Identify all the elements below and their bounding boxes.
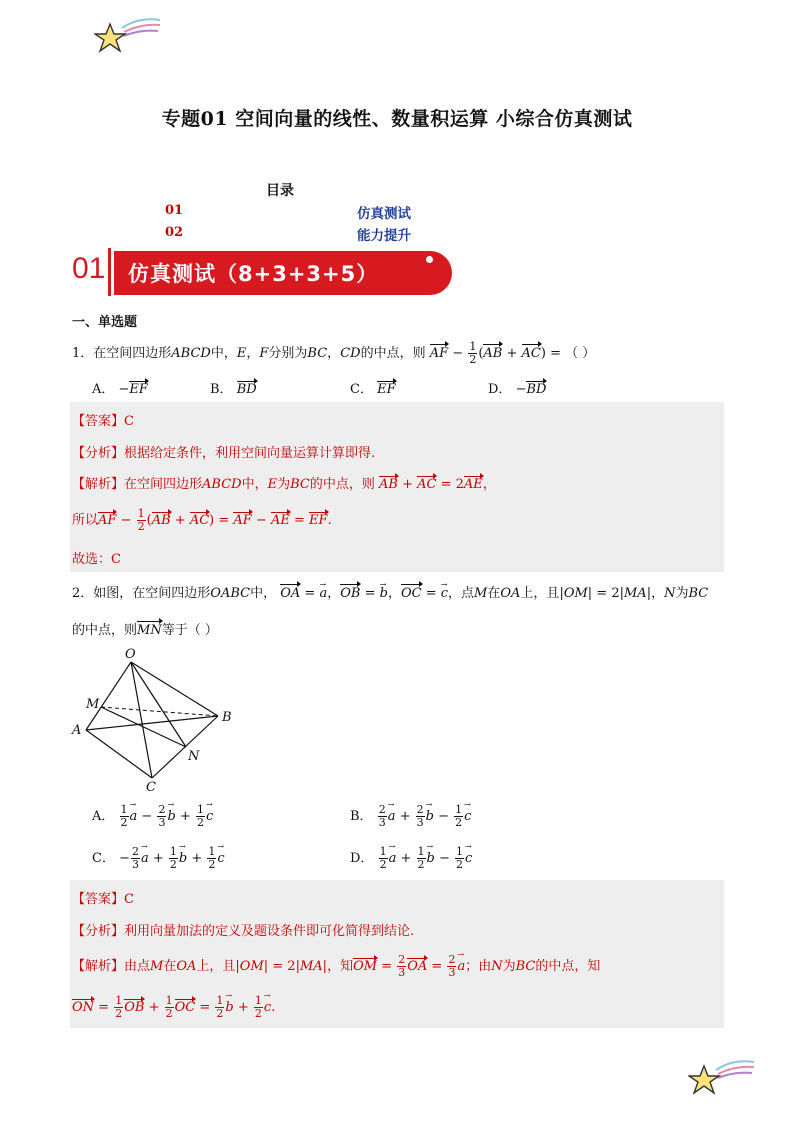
answer-1: 【答案】C — [72, 414, 134, 429]
banner-number: 01 — [72, 252, 106, 285]
question-2-option-d[interactable]: D． $\frac{1}{2}$ → a + $\frac{1}{2}$ → b − $\frac{1}{2}$ → c — [350, 846, 472, 871]
question-2-stem-line-2: 的中点，则MN等于（ ） — [72, 623, 218, 638]
figure-label-m: M — [86, 697, 100, 712]
question-1-option-c[interactable]: C． EF — [350, 382, 396, 397]
figure-label-a: A — [72, 723, 82, 738]
question-1-option-a[interactable]: A． −EF — [92, 382, 148, 397]
banner-title: 仿真测试（8+3+3+5） — [128, 262, 379, 286]
toc-item-label[interactable]: 能力提升 — [357, 228, 411, 244]
answer-2: 【答案】C — [72, 892, 134, 907]
question-2-option-b[interactable]: B． $\frac{2}{3}$ → a + $\frac{2}{3}$ → b − $\frac{1}{2}$ → c — [350, 804, 471, 829]
question-1-option-b[interactable]: B． BD — [210, 382, 257, 397]
section-heading: 一、单选题 — [72, 315, 138, 330]
figure-label-n: N — [188, 749, 200, 764]
figure-label-o: O — [125, 647, 136, 662]
figure-label-b: B — [222, 710, 232, 725]
question-2-stem: 2．如图，在空间四边形OABC中， OA = → a，OB = → b，OC = → c，点M在OA上，且|OM| = 2|MA|，N为BC — [72, 585, 708, 603]
banner-dot-icon — [426, 256, 433, 263]
page-title: 专题01 空间向量的线性、数量积运算 小综合仿真测试 — [161, 108, 633, 130]
question-2-option-c[interactable]: C． − $\frac{2}{3}$ → a + $\frac{1}{2}$ → b + $\frac{1}{2}$ → c — [92, 846, 225, 871]
solution-2-line-2: ON = $\frac{1}{2}$ OB + $\frac{1}{2}$ OC = $\frac{1}{2}$ → b + $\frac{1}{2}$ → c. — [72, 995, 275, 1020]
analysis-2: 【分析】利用向量加法的定义及题设条件即可化简得到结论. — [72, 924, 415, 939]
banner-divider — [108, 248, 111, 296]
star-decoration-top-icon — [94, 16, 164, 58]
question-1-option-d[interactable]: D． −BD — [488, 382, 547, 397]
solution-1-line-1: 【解析】在空间四边形ABCD中，E为BC的中点，则 AB + AC = 2AE， — [72, 477, 496, 492]
toc-item-num: 01 — [165, 203, 184, 218]
tetrahedron-figure — [68, 644, 248, 794]
toc-heading: 目录 — [266, 183, 294, 199]
analysis-1: 【分析】根据给定条件，利用空间向量运算计算即得. — [72, 446, 376, 461]
figure-label-c: C — [146, 780, 156, 794]
choice-1: 故选：C — [72, 552, 121, 567]
solution-2-line-1: 【解析】由点M在OA上，且|OM| = 2|MA|，知OM = $\frac{2}{3}$ OA = $\frac{2}{3}$ → a；由N为BC的中点，知 — [72, 954, 600, 979]
question-2-option-a[interactable]: A． $\frac{1}{2}$ → a − $\frac{2}{3}$ → b + $\frac{1}{2}$ → c — [92, 804, 213, 829]
star-decoration-bottom-icon — [688, 1058, 758, 1100]
question-1-stem: 1．在空间四边形ABCD中，E，F分别为BC，CD的中点，则 AF − $\frac{1}{2}$ (AB + AC) = （ ） — [72, 340, 596, 366]
solution-1-line-2: 所以AF − $\frac{1}{2}$ (AB + AC) = AF − AE = EF. — [72, 507, 332, 533]
toc-item-num: 02 — [165, 225, 184, 240]
toc-item-label[interactable]: 仿真测试 — [357, 206, 411, 222]
